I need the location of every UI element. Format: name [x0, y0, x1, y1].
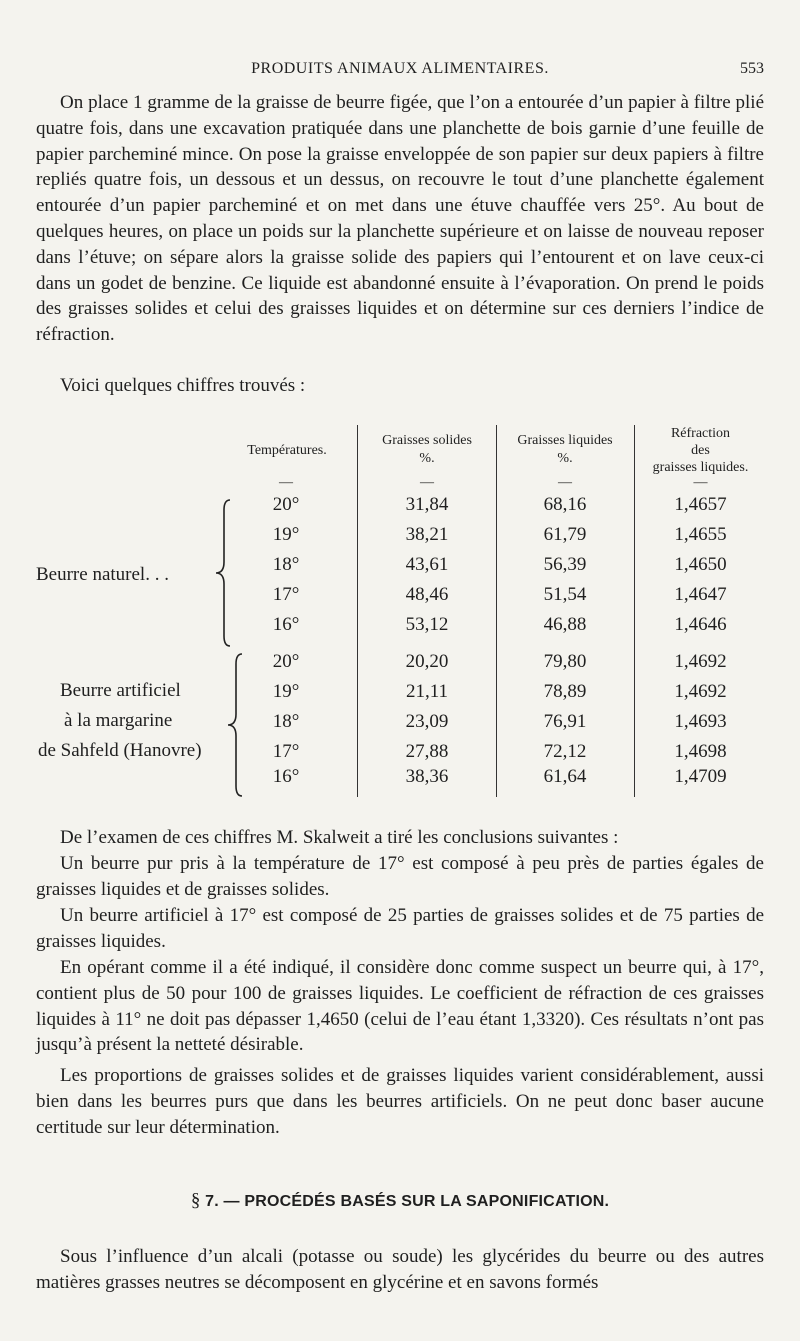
cell-solid: 27,88: [405, 741, 449, 762]
cell-refraction: 1,4692: [674, 681, 727, 702]
column-rule: [357, 425, 358, 797]
brace-icon: [222, 650, 252, 800]
paragraph-pure-butter: Un beurre pur pris à la température de 17° est composé à peu près de parties égales de graisses liquides et de graisses solides.: [36, 853, 764, 900]
cell-temperature: 20°: [272, 651, 300, 672]
results-table: [36, 420, 764, 795]
header-refraction: Réfraction: [670, 426, 731, 441]
header-solid-unit: %.: [419, 451, 435, 466]
brace-icon: [210, 496, 240, 650]
cell-liquid: 72,12: [543, 741, 587, 762]
header-solid: Graisses solides: [382, 433, 472, 448]
cell-liquid: 76,91: [543, 711, 587, 732]
column-rule: [496, 425, 497, 797]
paragraph-proportions: Les proportions de graisses solides et de graisses liquides varient considérablement, aussi bien dans les beurres purs que dans les beurres artificiels. On ne peut donc baser aucune certitude sur leur détermination.: [36, 1065, 764, 1138]
cell-temperature: 18°: [272, 711, 300, 732]
cell-refraction: 1,4692: [674, 651, 727, 672]
group-label-origin: de Sahfeld (Hanovre): [38, 740, 202, 761]
paragraph-artificial-butter: Un beurre artificiel à 17° est composé de 25 parties de graisses solides et de 75 parties de graisses liquides.: [36, 905, 764, 952]
cell-temperature: 17°: [272, 584, 300, 605]
cell-solid: 53,12: [405, 614, 449, 635]
cell-liquid: 61,64: [543, 766, 587, 787]
cell-temperature: 17°: [272, 741, 300, 762]
paragraph-method: On place 1 gramme de la graisse de beurre figée, que l’on a entourée d’un papier à filtre plié quatre fois, dans une excavation pratiquée dans une planchette de bois garnie d’une feuille de papier parcheminé mince. On pose la graisse enveloppée de son papier sur deux papiers à filtre repliés quatre fois, un dessous et un dessus, on recouvre le tout d’une planchette également entourée d’un papier parcheminé et on met dans une étuve chauffée vers 25°. Au bout de quelques heures, on place un poids sur la planchette supérieure et on laisse de nouveau reposer dans l’étuve; on sépare alors la graisse solide des papiers qui l’entourent et on lave ceux-ci dans un godet de benzine. Ce liquide est abandonné ensuite à l’évaporation. On prend le poids des graisses solides et celui des graisses liquides et on détermine sur ces derniers l’indice de réfraction.: [36, 92, 764, 346]
section-heading: [0, 1190, 800, 1212]
header-liquid-unit: %.: [557, 451, 573, 466]
paragraph-suspect-criteria: En opérant comme il a été indiqué, il considère donc comme suspect un beurre qui, à 17°, contient plus de 50 pour 100 de graisses liquides. Le coefficient de réfraction de ces graisses liquides à 11° ne doit pas dépasser 1,4650 (celui de l’eau étant 1,3320). Ces résultats n’ont pas jusqu’à présent la netteté désirable.: [36, 957, 764, 1056]
section-symbol: §: [190, 1190, 201, 1211]
cell-liquid: 68,16: [543, 494, 587, 515]
cell-refraction: 1,4693: [674, 711, 727, 732]
cell-temperature: 18°: [272, 554, 300, 575]
cell-liquid: 51,54: [543, 584, 587, 605]
header-refraction-liquids: graisses liquides.: [652, 460, 749, 475]
group-label-margarine: à la margarine: [64, 710, 173, 731]
section-title-text: 7. — PROCÉDÉS BASÉS SUR LA SAPONIFICATION.: [205, 1193, 610, 1210]
cell-liquid: 78,89: [543, 681, 587, 702]
cell-refraction: 1,4709: [674, 766, 727, 787]
header-liquid: Graisses liquides: [517, 433, 613, 448]
cell-solid: 43,61: [405, 554, 449, 575]
header-refraction-of: des: [691, 443, 710, 458]
cell-refraction: 1,4655: [674, 524, 727, 545]
cell-temperature: 19°: [272, 681, 300, 702]
cell-temperature: 19°: [272, 524, 300, 545]
running-title: PRODUITS ANIMAUX ALIMENTAIRES.: [251, 60, 549, 77]
paragraph-conclusions-intro: De l’examen de ces chiffres M. Skalweit a tiré les conclusions suivantes :: [60, 827, 619, 848]
cell-solid: 20,20: [405, 651, 449, 672]
cell-refraction: 1,4657: [674, 494, 727, 515]
cell-refraction: 1,4646: [674, 614, 727, 635]
cell-solid: 21,11: [405, 681, 449, 702]
cell-liquid: 56,39: [543, 554, 587, 575]
running-head: [36, 60, 764, 84]
cell-solid: 31,84: [405, 494, 449, 515]
header-dash: —: [420, 475, 434, 490]
header-temperature: Températures.: [247, 443, 327, 458]
header-dash: —: [558, 475, 572, 490]
cell-refraction: 1,4698: [674, 741, 727, 762]
cell-liquid: 61,79: [543, 524, 587, 545]
group-label-artificial-butter: Beurre artificiel: [60, 680, 181, 701]
header-dash: —: [693, 475, 708, 490]
page-number: 553: [740, 60, 764, 77]
cell-temperature: 16°: [272, 766, 300, 787]
cell-solid: 38,36: [405, 766, 449, 787]
cell-temperature: 20°: [272, 494, 300, 515]
cell-liquid: 79,80: [543, 651, 587, 672]
cell-liquid: 46,88: [543, 614, 587, 635]
paragraph-intro-figures: Voici quelques chiffres trouvés :: [60, 375, 306, 396]
cell-solid: 38,21: [405, 524, 449, 545]
group-label-natural-butter: Beurre naturel. . .: [36, 564, 169, 585]
cell-refraction: 1,4650: [674, 554, 727, 575]
cell-refraction: 1,4647: [674, 584, 727, 605]
cell-temperature: 16°: [272, 614, 300, 635]
paragraph-saponification: Sous l’influence d’un alcali (potasse ou soude) les glycérides du beurre ou des autres matières grasses neutres se décomposent en glycérine et en savons formés: [36, 1246, 764, 1293]
cell-solid: 23,09: [405, 711, 449, 732]
cell-solid: 48,46: [405, 584, 449, 605]
header-dash: —: [279, 475, 293, 490]
column-rule: [634, 425, 635, 797]
